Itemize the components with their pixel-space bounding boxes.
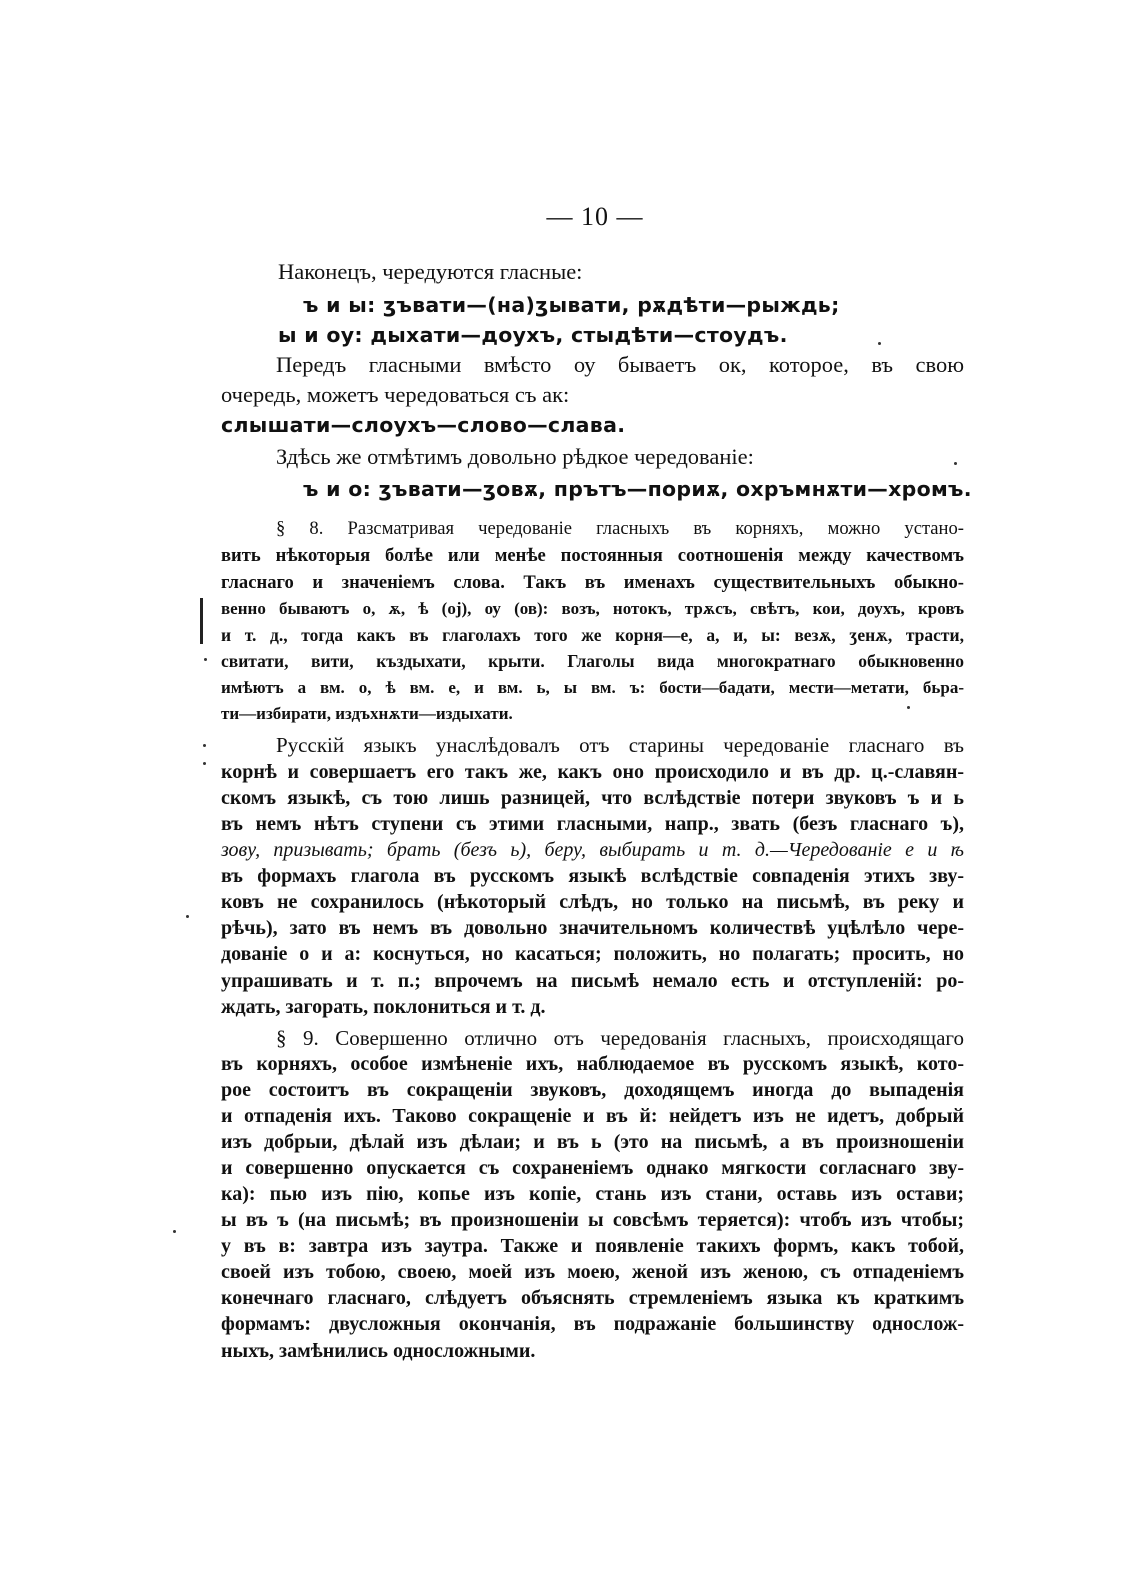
sec9-line-7: ка): пью изъ пію, копье изъ копіе, стань изъ стани, оставь изъ остави; bbox=[221, 1183, 964, 1205]
para2-line-3: скомъ языкѣ, съ тою лишь разницей, что вслѣдствіе потери звуковъ ъ и ь bbox=[221, 787, 964, 809]
sec8-line-7: имѣютъ а вм. о, ѣ вм. е, и вм. ь, ы вм. ъ: бости—бадати, мести—метати, бьра- bbox=[221, 678, 964, 697]
para2-line-5: зову, призывать; брать (безъ ь), беру, выбирать и т. д.—Чередованіе е и ѣ bbox=[221, 839, 964, 861]
para2-line-9: дованіе о и а: коснуться, но касаться; положить, но полагать; просить, но bbox=[221, 943, 964, 965]
sec8-line-8: ти—избирати, издъхнѫти—издыхати. bbox=[221, 704, 513, 723]
sec9-line-9: у въ в: завтра изъ заутра. Также и появленіе такихъ формъ, какъ тобой, bbox=[221, 1235, 964, 1257]
sec9-line-1: § 9. Совершенно отлично отъ чередованія гласныхъ, происходящаго bbox=[276, 1026, 964, 1050]
sec8-line-5: и т. д., тогда какъ въ глаголахъ того же корня—е, а, и, ы: везѫ, ʒенѫ, трасти, bbox=[221, 625, 964, 645]
intro-line-8-example: ъ и о: ʒъвати—ʒовѫ, прътъ—пориѫ, охръмнѫти—хромъ. bbox=[303, 477, 972, 501]
sec8-line-1: § 8. Разсматривая чередованіе гласныхъ въ корняхъ, можно устано- bbox=[276, 518, 964, 539]
para2-line-2: корнѣ и совершаетъ его такъ же, какъ оно происходило и въ др. ц.-славян- bbox=[221, 761, 964, 783]
margin-dot-3 bbox=[203, 762, 206, 765]
intro-line-6-example: слышати—слоухъ—слово—слава. bbox=[221, 413, 626, 437]
margin-dot-5 bbox=[173, 1230, 176, 1233]
sec9-line-6: и совершенно опускается съ сохраненіемъ однако мягкости согласнаго зву- bbox=[221, 1157, 964, 1179]
intro-line-5: очередь, можетъ чередоваться съ ак: bbox=[221, 382, 570, 407]
margin-dot-6 bbox=[878, 342, 881, 345]
sec8-line-4: венно бываютъ о, ѫ, ѣ (оj), оу (ов): возъ, нотокъ, трѫсъ, свѣтъ, кои, доухъ, кровъ bbox=[221, 599, 964, 618]
sec9-line-5: изъ добрыи, дѣлай изъ дѣлаи; и въ ь (это на письмѣ, а въ произношеніи bbox=[221, 1131, 964, 1153]
margin-dot-8 bbox=[907, 706, 910, 709]
sec9-line-8: ы въ ъ (на письмѣ; въ произношеніи ы совсѣмъ теряется): чтобъ изъ чтобы; bbox=[221, 1209, 964, 1231]
page-number: — 10 — bbox=[546, 202, 644, 231]
intro-line-3-example: ы и оу: дыхати—доухъ, стыдѣти—стоудъ. bbox=[278, 323, 788, 347]
intro-line-4: Передъ гласными вмѣсто оу бываетъ ок, которое, въ свою bbox=[276, 352, 964, 377]
para2-line-4: въ немъ нѣтъ ступени съ этими гласными, напр., звать (безъ гласнаго ъ), bbox=[221, 813, 964, 835]
sec8-line-3: гласнаго и значеніемъ слова. Такъ въ именахъ существительныхъ обыкно- bbox=[221, 572, 964, 593]
para2-line-11: ждать, загорать, поклониться и т. д. bbox=[221, 996, 546, 1018]
para2-line-6: въ формахъ глагола въ русскомъ языкѣ вслѣдствіе совпаденія этихъ зву- bbox=[221, 865, 964, 887]
para2-line-7: ковъ не сохранилось (нѣкоторый слѣдъ, но только на письмѣ, въ реку и bbox=[221, 891, 964, 913]
intro-line-2-example: ъ и ы: ʒъвати—(на)ʒывати, рѫдѣти—рыждь; bbox=[303, 293, 840, 317]
margin-bracket-mark bbox=[200, 598, 207, 644]
sec8-line-2: вить нѣкоторыя болѣе или менѣе постоянныя соотношенія между качествомъ bbox=[221, 545, 964, 566]
sec9-line-10: своей изъ тобою, своею, моей изъ моею, женой изъ женою, съ отпаденіемъ bbox=[221, 1261, 964, 1283]
sec9-line-3: рое состоитъ въ сокращеніи звуковъ, доходящемъ иногда до выпаденія bbox=[221, 1079, 964, 1101]
sec8-line-6: свитати, вити, къздыхати, крыти. Глаголы вида многократнаго обыкновенно bbox=[221, 651, 964, 671]
sec9-line-11: конечнаго гласнаго, слѣдуетъ объяснять стремленіемъ языка къ краткимъ bbox=[221, 1287, 964, 1309]
intro-line-1: Наконецъ, чередуются гласные: bbox=[278, 259, 583, 284]
margin-dot-2 bbox=[203, 744, 206, 747]
intro-line-7: Здѣсь же отмѣтимъ довольно рѣдкое чередованіе: bbox=[276, 444, 754, 469]
margin-dot-7 bbox=[954, 462, 957, 465]
sec9-line-12: формамъ: двусложныя окончанія, въ подражаніе большинству однослож- bbox=[221, 1313, 964, 1335]
margin-dot-4 bbox=[186, 915, 189, 918]
para2-line-1: Русскій языкъ унаслѣдовалъ отъ старины чередованіе гласнаго въ bbox=[276, 733, 964, 757]
sec9-line-4: и отпаденія ихъ. Таково сокращеніе и въ й: нейдетъ изъ не идетъ, добрый bbox=[221, 1105, 964, 1127]
sec9-line-13: ныхъ, замѣнились односложными. bbox=[221, 1340, 536, 1362]
para2-line-8: рѣчь), зато въ немъ въ довольно значительномъ количествѣ уцѣлѣло чере- bbox=[221, 917, 964, 939]
margin-dot-1 bbox=[204, 658, 207, 661]
para2-line-10: упрашивать и т. п.; впрочемъ на письмѣ немало есть и отступленій: ро- bbox=[221, 970, 964, 992]
sec9-line-2: въ корняхъ, особое измѣненіе ихъ, наблюдаемое въ русскомъ языкѣ, кото- bbox=[221, 1053, 964, 1075]
